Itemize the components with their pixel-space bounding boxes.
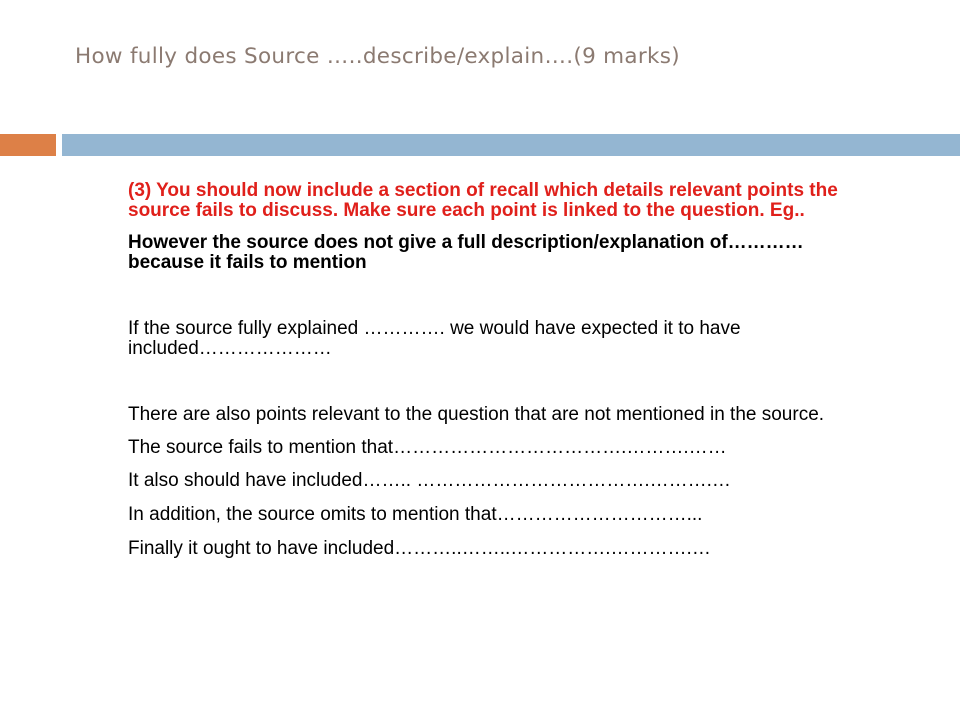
also-points-sentence: There are also points relevant to the question that are not mentioned in the source. bbox=[128, 404, 825, 425]
slide-title: How fully does Source …..describe/explain….(9 marks) bbox=[75, 44, 680, 69]
also-should-have-included-sentence: It also should have included…….. ……………………………….……….… bbox=[128, 470, 731, 491]
finally-sentence: Finally it ought to have included………..……..…………….………….… bbox=[128, 538, 711, 559]
in-addition-sentence: In addition, the source omits to mention that…………………………... bbox=[128, 503, 703, 525]
accent-bar-blue bbox=[62, 134, 960, 156]
if-fully-explained-sentence: If the source fully explained …………. we would have expected it to have included………………… bbox=[128, 318, 741, 359]
intro-instruction: (3) You should now include a section of recall which details relevant points the source fails to discuss. Make sure each point is linked to the question. Eg.. bbox=[128, 180, 838, 221]
fails-to-mention-sentence: The source fails to mention that……………………………….……….…… bbox=[128, 436, 727, 458]
slide-body bbox=[128, 181, 848, 559]
however-sentence: However the source does not give a full description/explanation of…………because it fails to mention bbox=[128, 232, 804, 273]
accent-bar-orange bbox=[0, 134, 56, 156]
